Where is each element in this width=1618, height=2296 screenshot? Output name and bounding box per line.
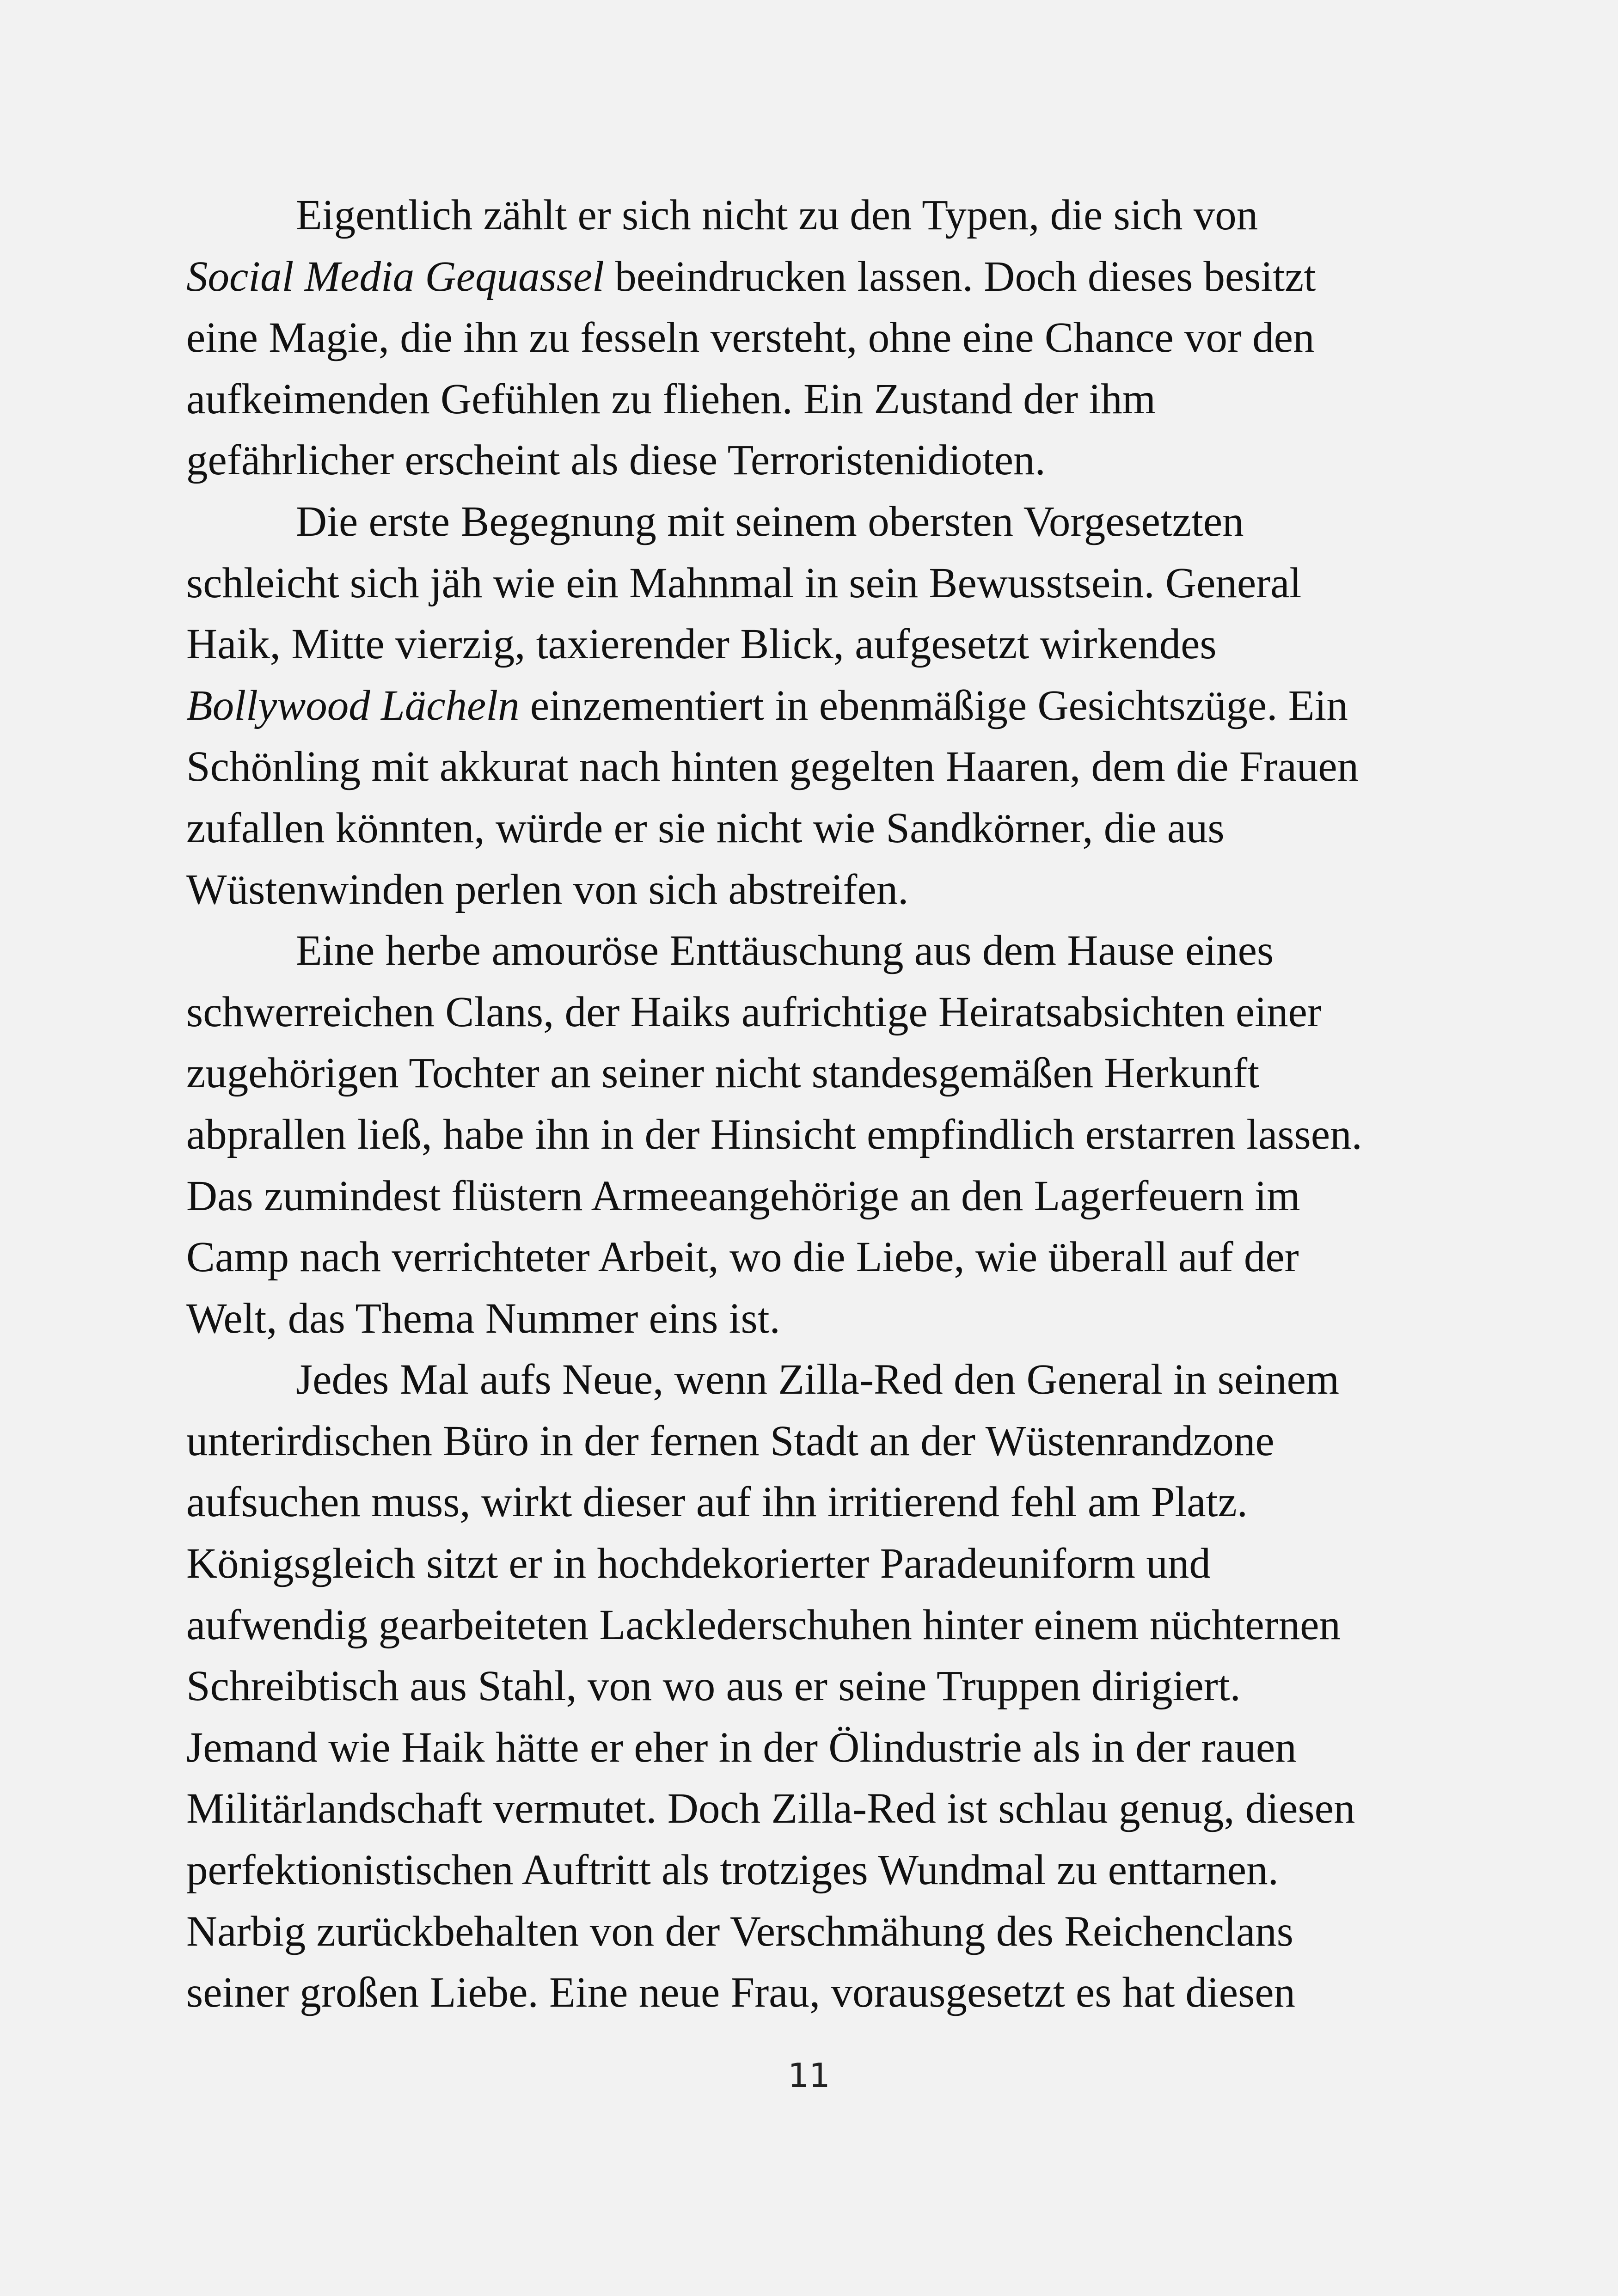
text-run: Das zumindest flüstern Armeeangehörige an den Lagerfeuern im	[186, 1172, 1300, 1220]
text-line	[186, 1472, 1481, 1533]
text-line	[186, 1227, 1481, 1288]
text-line	[186, 1778, 1481, 1840]
text-line	[186, 553, 1481, 614]
text-line	[186, 1962, 1481, 2024]
text-line	[186, 859, 1481, 921]
text-line	[186, 185, 1481, 246]
italic-text: Bollywood Lächeln	[186, 681, 520, 729]
text-run: Schreibtisch aus Stahl, von wo aus er seine Truppen dirigiert.	[186, 1662, 1241, 1710]
text-line	[186, 1533, 1481, 1595]
text-line	[186, 798, 1481, 859]
text-run: schwerreichen Clans, der Haiks aufrichtige Heiratsabsichten einer	[186, 988, 1322, 1036]
body-text	[186, 185, 1481, 2024]
text-line	[186, 736, 1481, 798]
text-run: aufkeimenden Gefühlen zu fliehen. Ein Zustand der ihm	[186, 375, 1156, 423]
text-run: seiner großen Liebe. Eine neue Frau, vorausgesetzt es hat diesen	[186, 1969, 1296, 2017]
text-line	[186, 1166, 1481, 1227]
text-line	[186, 369, 1481, 430]
text-line	[186, 1656, 1481, 1717]
text-run: einzementiert in ebenmäßige Gesichtszüge. Ein	[519, 681, 1348, 729]
text-run: Welt, das Thema Nummer eins ist.	[186, 1294, 780, 1342]
text-run: Jemand wie Haik hätte er eher in der Ölindustrie als in der rauen	[186, 1723, 1297, 1771]
text-line	[186, 1595, 1481, 1656]
text-line	[186, 614, 1481, 675]
text-run: Schönling mit akkurat nach hinten gegelten Haaren, dem die Frauen	[186, 743, 1359, 791]
text-line	[186, 491, 1481, 553]
text-run: zugehörigen Tochter an seiner nicht standesgemäßen Herkunft	[186, 1049, 1260, 1097]
page-number: 11	[788, 2056, 830, 2095]
text-run: schleicht sich jäh wie ein Mahnmal in sein Bewusstsein. General	[186, 559, 1302, 607]
text-line	[186, 1349, 1481, 1411]
text-run: aufsuchen muss, wirkt dieser auf ihn irritierend fehl am Platz.	[186, 1478, 1248, 1526]
text-run: beeindrucken lassen. Doch dieses besitzt	[604, 252, 1316, 300]
text-run: unterirdischen Büro in der fernen Stadt an der Wüstenrandzone	[186, 1417, 1275, 1465]
text-run: eine Magie, die ihn zu fesseln versteht, ohne eine Chance vor den	[186, 314, 1315, 362]
italic-text: Social Media Gequassel	[186, 252, 604, 300]
text-line	[186, 982, 1481, 1043]
text-run: Königsgleich sitzt er in hochdekorierter Paradeuniform und	[186, 1540, 1211, 1588]
text-line	[186, 246, 1481, 308]
text-line	[186, 675, 1481, 737]
text-line	[186, 1840, 1481, 1901]
text-run: Die erste Begegnung mit seinem obersten Vorgesetzten	[296, 497, 1244, 545]
text-line	[186, 920, 1481, 982]
text-line	[186, 430, 1481, 491]
text-run: Militärlandschaft vermutet. Doch Zilla-Red ist schlau genug, diesen	[186, 1785, 1355, 1833]
text-run: abprallen ließ, habe ihn in der Hinsicht empfindlich erstarren lassen.	[186, 1110, 1362, 1158]
text-line	[186, 1043, 1481, 1104]
text-line	[186, 1104, 1481, 1166]
text-line	[186, 307, 1481, 369]
text-line	[186, 1717, 1481, 1779]
text-run: Jedes Mal aufs Neue, wenn Zilla-Red den General in seinem	[296, 1356, 1340, 1404]
text-run: perfektionistischen Auftritt als trotziges Wundmal zu enttarnen.	[186, 1846, 1279, 1894]
text-run: Camp nach verrichteter Arbeit, wo die Liebe, wie überall auf der	[186, 1233, 1299, 1281]
text-run: Wüstenwinden perlen von sich abstreifen.	[186, 865, 909, 913]
text-line	[186, 1288, 1481, 1350]
text-run: Haik, Mitte vierzig, taxierender Blick, aufgesetzt wirkendes	[186, 620, 1217, 668]
text-line	[186, 1901, 1481, 1963]
text-run: Narbig zurückbehalten von der Verschmähung des Reichenclans	[186, 1907, 1293, 1955]
text-run: aufwendig gearbeiteten Lacklederschuhen hinter einem nüchternen	[186, 1601, 1341, 1649]
text-run: zufallen könnten, würde er sie nicht wie Sandkörner, die aus	[186, 804, 1225, 852]
text-run: Eine herbe amouröse Enttäuschung aus dem Hause eines	[296, 927, 1274, 975]
text-run: Eigentlich zählt er sich nicht zu den Typen, die sich von	[296, 191, 1258, 239]
text-line	[186, 1411, 1481, 1472]
text-run: gefährlicher erscheint als diese Terroristenidioten.	[186, 436, 1046, 484]
